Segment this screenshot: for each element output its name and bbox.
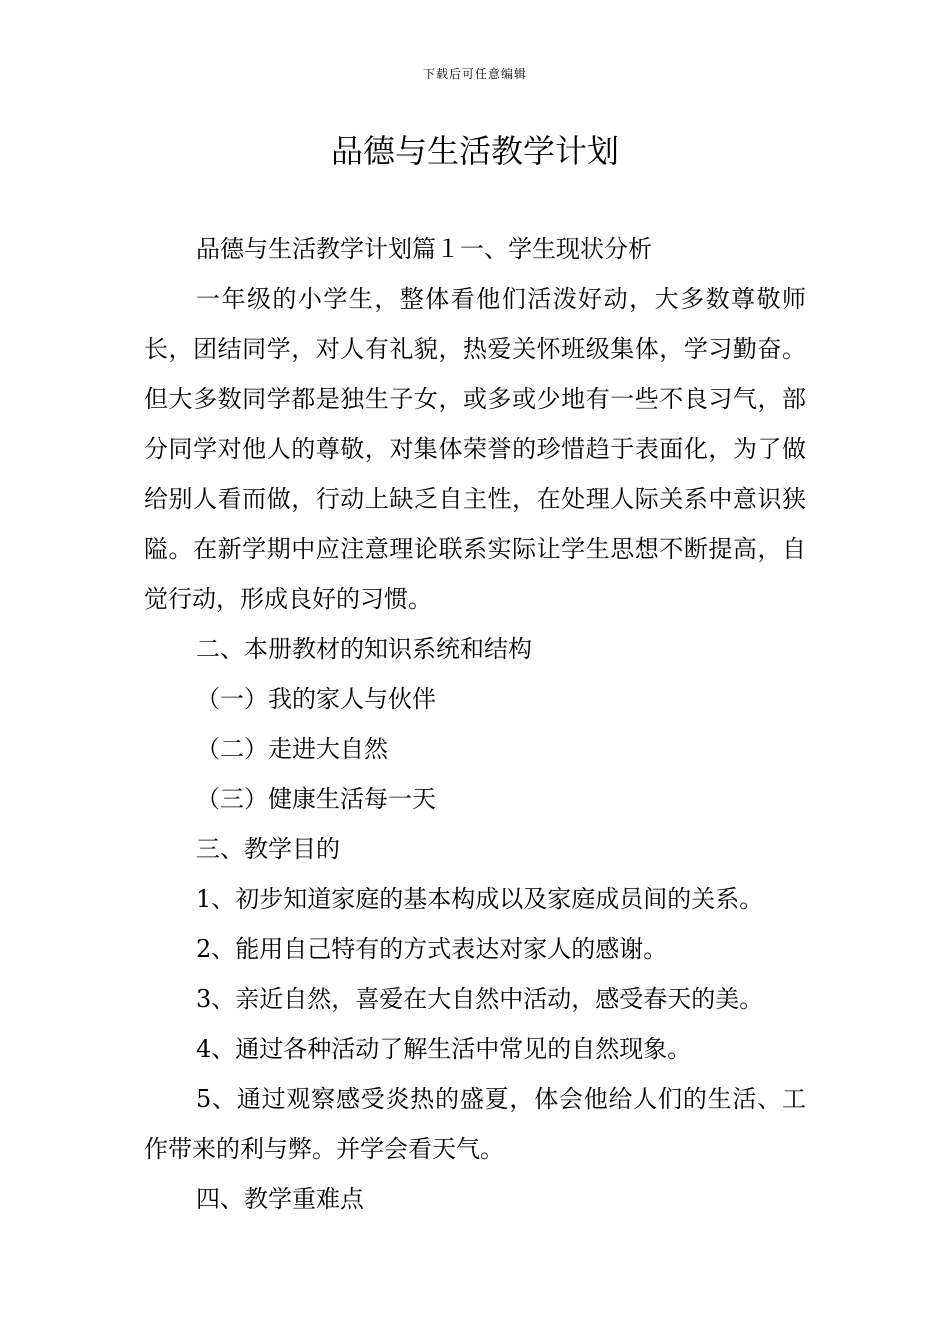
- list-item-health: （三）健康生活每一天: [196, 785, 436, 813]
- goal-item-4: 4、通过各种活动了解生活中常见的自然现象。: [196, 1035, 692, 1063]
- document-title: 品德与生活教学计划: [330, 132, 619, 170]
- section-heading-key-points: 四、教学重难点: [196, 1185, 364, 1213]
- goal-item-2: 2、能用自己特有的方式表达对家人的感谢。: [196, 935, 668, 963]
- paragraph-intro-heading: 品德与生活教学计划篇１一、学生现状分析: [196, 235, 652, 263]
- list-item-family: （一）我的家人与伙伴: [196, 685, 436, 713]
- header-note: 下载后可任意编辑: [422, 67, 527, 81]
- section-heading-structure: 二、本册教材的知识系统和结构: [196, 635, 532, 663]
- goal-item-3: 3、亲近自然，喜爱在大自然中活动，感受春天的美。: [196, 985, 764, 1013]
- paragraph-student-analysis: 一年级的小学生，整体看他们活泼好动，大多数尊敬师长，团结同学，对人有礼貌，热爱关怀班级集体，学习勤奋。但大多数同学都是独生子女，或多或少地有一些不良习气，部分同学对他人的尊敬，对集体荣誉的珍惜趋于表面化，为了做给别人看而做，行动上缺乏自主性，在处理人际关系中意识狭隘。在新学期中应注意理论联系实际让学生思想不断提高，自觉行动，形成良好的习惯。: [144, 285, 806, 613]
- goal-item-1: 1、初步知道家庭的基本构成以及家庭成员间的关系。: [196, 885, 764, 913]
- section-heading-goals: 三、教学目的: [196, 835, 340, 863]
- list-item-nature: （二）走进大自然: [196, 735, 388, 763]
- goal-item-5: 5、通过观察感受炎热的盛夏，体会他给人们的生活、工作带来的利与弊。并学会看天气。: [144, 1085, 806, 1163]
- document-body: [144, 224, 806, 1224]
